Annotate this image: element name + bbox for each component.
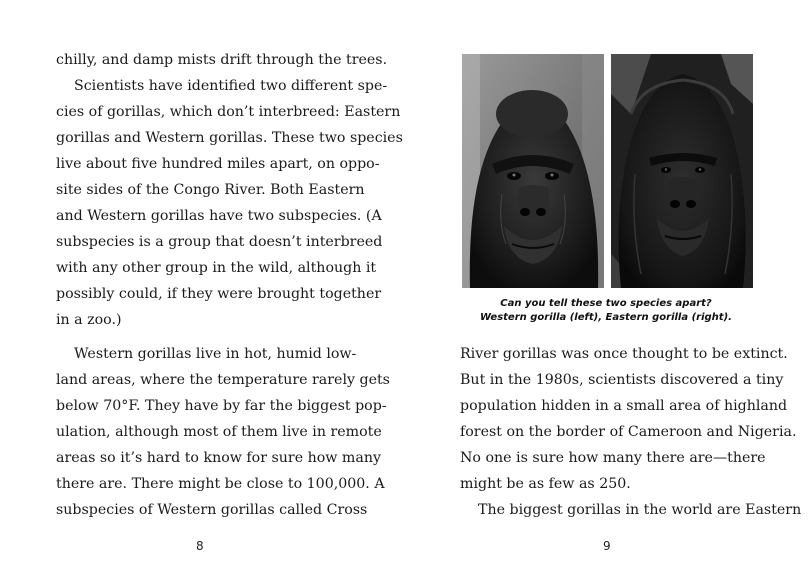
body-text-line: below 70°F. They have by far the biggest pop-	[56, 398, 387, 414]
body-text-line: But in the 1980s, scientists discovered a tiny	[460, 372, 784, 388]
body-text-line: ulation, although most of them live in remote	[56, 424, 382, 440]
body-text-line: Western gorillas live in hot, humid low-	[74, 346, 357, 362]
body-text-line: there are. There might be close to 100,000. A	[56, 476, 385, 492]
body-text-line: cies of gorillas, which don’t interbreed: Eastern	[56, 104, 401, 120]
body-text-line: might be as few as 250.	[460, 476, 631, 492]
body-text-line: land areas, where the temperature rarely gets	[56, 372, 390, 388]
body-text-line: population hidden in a small area of highland	[460, 398, 788, 414]
body-text-line: Scientists have identified two different spe-	[74, 78, 388, 94]
body-text-line: possibly could, if they were brought together	[56, 286, 382, 302]
right-page	[405, 0, 810, 581]
body-text-line: areas so it’s hard to know for sure how many	[56, 450, 381, 466]
body-text-line: in a zoo.)	[56, 312, 122, 328]
body-text-line: and Western gorillas have two subspecies. (A	[56, 208, 382, 224]
body-text-line: gorillas and Western gorillas. These two species	[56, 130, 403, 146]
page-number: 8	[196, 539, 204, 553]
body-text-line: with any other group in the wild, although it	[56, 260, 377, 276]
body-text-line: live about five hundred miles apart, on oppo-	[56, 156, 380, 172]
page-number: 9	[603, 539, 611, 553]
body-text-line: chilly, and damp mists drift through the trees.	[56, 52, 388, 68]
body-text-line: No one is sure how many there are—there	[460, 450, 766, 466]
body-text-line: The biggest gorillas in the world are Eastern	[478, 502, 802, 518]
body-text-line: subspecies of Western gorillas called Cross	[56, 502, 368, 518]
caption-line: Can you tell these two species apart?	[500, 298, 712, 309]
photo-caption	[460, 297, 752, 325]
body-text-line: River gorillas was once thought to be extinct.	[460, 346, 788, 362]
western-gorilla-photo	[462, 54, 604, 288]
eastern-gorilla-photo	[611, 54, 753, 288]
body-text-line: site sides of the Congo River. Both Eastern	[56, 182, 365, 198]
body-text-line: forest on the border of Cameroon and Nigeria.	[460, 424, 797, 440]
body-text-line: subspecies is a group that doesn’t interbreed	[56, 234, 383, 250]
caption-line: Western gorilla (left), Eastern gorilla (right).	[480, 312, 732, 323]
